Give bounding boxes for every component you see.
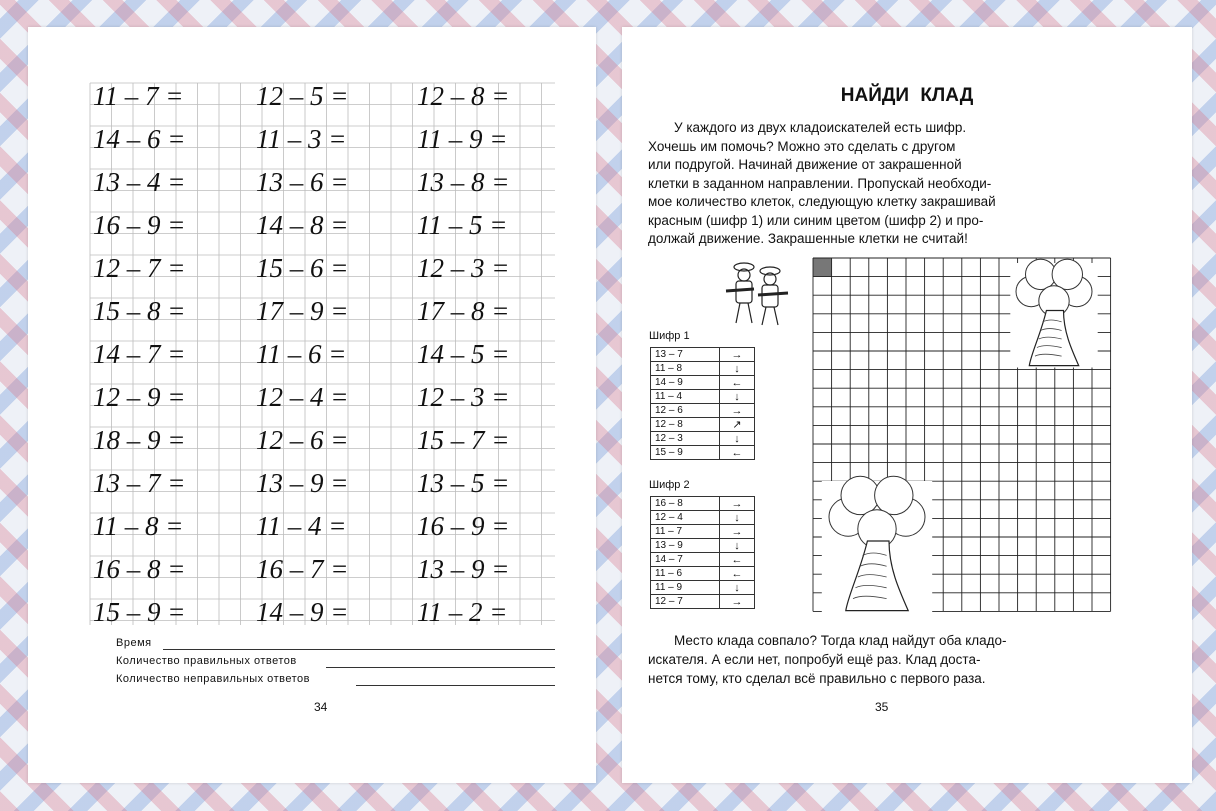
exercise-item: 13 – 6 = — [256, 167, 349, 197]
exercise-item: 15 – 9 = — [93, 597, 186, 627]
arrow-icon: ↓ — [720, 511, 755, 525]
arrow-icon: → — [720, 348, 755, 362]
arrow-icon: ↓ — [720, 539, 755, 553]
cipher1-row — [651, 376, 755, 390]
exercise-item: 14 – 6 = — [93, 124, 186, 154]
answer-correct: Количество правильных ответов — [116, 655, 297, 667]
exercise-item: 13 – 8 = — [417, 167, 510, 197]
arrow-icon: → — [720, 595, 755, 609]
left-page — [28, 27, 596, 783]
cipher2-row — [651, 595, 755, 609]
cipher2-expression: 11 – 7 — [651, 525, 720, 539]
exercise-item: 12 – 8 = — [417, 81, 510, 111]
exercise-item: 16 – 8 = — [93, 554, 186, 584]
exercise-item: 16 – 9 = — [93, 210, 186, 240]
answer-correct-line[interactable] — [326, 667, 555, 668]
start-cell — [813, 258, 832, 277]
cipher1-expression: 11 – 8 — [651, 362, 720, 376]
cipher1-expression: 12 – 3 — [651, 432, 720, 446]
exercise-item: 14 – 8 = — [256, 210, 349, 240]
exercise-item: 16 – 9 = — [417, 511, 510, 541]
cipher2-label: Шифр 2 — [649, 479, 690, 491]
exercise-item: 12 – 5 = — [256, 81, 349, 111]
intro-text: У каждого из двух кладоискателей есть шифр. Хочешь им помочь? Можно это сделать с другом или подругой. Начинай движение от закрашенной клетки в заданном направлении. Пропускай необходи- мое количество клеток, следующую клетку закрашивай красным (шифр 1) или синим цветом (шифр 2) и про- должай движение. Закрашенные клетки не считай! — [648, 120, 996, 246]
arrow-icon: ← — [720, 553, 755, 567]
treasure-hunters-illustration — [718, 259, 798, 331]
exercise-item: 13 – 5 = — [417, 468, 510, 498]
exercise-item: 12 – 6 = — [256, 425, 349, 455]
arrow-icon: → — [720, 404, 755, 418]
answer-incorrect-line[interactable] — [356, 685, 555, 686]
arrow-icon: ← — [720, 567, 755, 581]
cipher1-expression: 12 – 6 — [651, 404, 720, 418]
exercise-item: 11 – 4 = — [256, 511, 347, 541]
exercise-item: 13 – 4 = — [93, 167, 186, 197]
cipher2-row — [651, 525, 755, 539]
exercise-item: 11 – 2 = — [417, 597, 508, 627]
cipher1-expression: 14 – 9 — [651, 376, 720, 390]
outro-text: Место клада совпало? Тогда клад найдут оба кладо- искателя. А если нет, попробуй ещё раз. Клад доста- нется тому, кто сделал всё правильно с первого раза. — [648, 633, 1007, 686]
arrow-icon: → — [720, 525, 755, 539]
cipher2-row — [651, 553, 755, 567]
answer-time-line[interactable] — [163, 649, 555, 650]
cipher1-row — [651, 362, 755, 376]
cipher1-expression: 13 – 7 — [651, 348, 720, 362]
exercise-item: 15 – 7 = — [417, 425, 510, 455]
arrow-icon: ← — [720, 446, 755, 460]
cipher2-row — [651, 511, 755, 525]
cipher1-row — [651, 390, 755, 404]
page-number: 35 — [875, 700, 889, 714]
answer-time: Время — [116, 637, 152, 649]
exercise-item: 11 – 7 = — [93, 81, 184, 111]
exercise-item: 12 – 3 = — [417, 253, 510, 283]
arrow-icon: ← — [720, 376, 755, 390]
exercise-item: 11 – 9 = — [417, 124, 508, 154]
exercise-item: 16 – 7 = — [256, 554, 349, 584]
cipher1-row — [651, 432, 755, 446]
arrow-icon: ↗ — [720, 418, 755, 432]
cipher2-expression: 12 – 4 — [651, 511, 720, 525]
exercise-item: 11 – 6 = — [256, 339, 347, 369]
cipher2-table — [650, 496, 755, 609]
cipher1-expression: 11 – 4 — [651, 390, 720, 404]
cipher2-expression: 12 – 7 — [651, 595, 720, 609]
tree-bottom-left — [822, 476, 932, 613]
exercise-item: 12 – 9 = — [93, 382, 186, 412]
tree-top-right — [1010, 259, 1097, 367]
cipher2-expression: 11 – 6 — [651, 567, 720, 581]
exercise-item: 17 – 9 = — [256, 296, 349, 326]
cipher2-expression: 13 – 9 — [651, 539, 720, 553]
exercise-item: 11 – 5 = — [417, 210, 508, 240]
cipher1-label: Шифр 1 — [649, 330, 690, 342]
answer-incorrect: Количество неправильных ответов — [116, 673, 310, 685]
exercise-item: 14 – 7 = — [93, 339, 186, 369]
cipher2-row — [651, 567, 755, 581]
cipher2-row — [651, 581, 755, 595]
exercise-item: 13 – 9 = — [417, 554, 510, 584]
exercise-item: 18 – 9 = — [93, 425, 186, 455]
page-number: 34 — [314, 700, 328, 714]
cipher1-row — [651, 404, 755, 418]
exercise-item: 14 – 5 = — [417, 339, 510, 369]
arrow-icon: ↓ — [720, 362, 755, 376]
treasure-grid[interactable] — [812, 257, 1116, 619]
exercise-item: 11 – 3 = — [256, 124, 347, 154]
cipher1-table — [650, 347, 755, 460]
arrow-icon: → — [720, 497, 755, 511]
cipher1-row — [651, 418, 755, 432]
cipher1-row — [651, 348, 755, 362]
exercise-item: 15 – 8 = — [93, 296, 186, 326]
exercise-item: 13 – 9 = — [256, 468, 349, 498]
arrow-icon: ↓ — [720, 432, 755, 446]
cipher2-expression: 11 – 9 — [651, 581, 720, 595]
page-title: НАЙДИ КЛАД — [840, 85, 974, 106]
exercise-item: 12 – 7 = — [93, 253, 186, 283]
exercise-item: 13 – 7 = — [93, 468, 186, 498]
cipher2-row — [651, 497, 755, 511]
arrow-icon: ↓ — [720, 581, 755, 595]
exercise-item: 17 – 8 = — [417, 296, 510, 326]
cipher1-expression: 15 – 9 — [651, 446, 720, 460]
cipher2-expression: 16 – 8 — [651, 497, 720, 511]
exercise-item: 15 – 6 = — [256, 253, 349, 283]
cipher2-row — [651, 539, 755, 553]
right-page — [622, 27, 1192, 783]
cipher2-expression: 14 – 7 — [651, 553, 720, 567]
cipher1-row — [651, 446, 755, 460]
exercise-item: 12 – 3 = — [417, 382, 510, 412]
exercise-item: 12 – 4 = — [256, 382, 349, 412]
exercise-item: 11 – 8 = — [93, 511, 184, 541]
cipher1-expression: 12 – 8 — [651, 418, 720, 432]
arrow-icon: ↓ — [720, 390, 755, 404]
exercise-item: 14 – 9 = — [256, 597, 349, 627]
